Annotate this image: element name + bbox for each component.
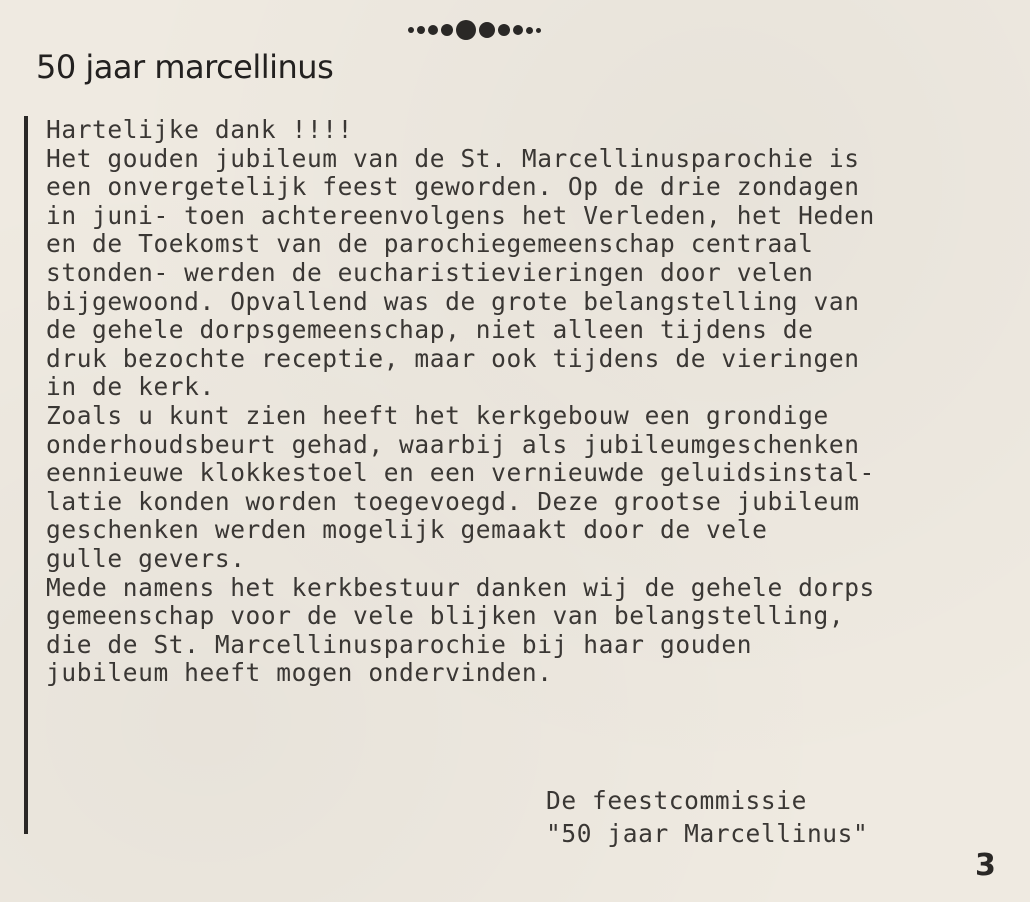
body-line-heading: Hartelijke dank !!!! <box>46 115 354 144</box>
body-line: die de St. Marcellinusparochie bij haar gouden <box>46 629 753 659</box>
body-line: onderhoudsbeurt gehad, waarbij als jubileumgeschenken <box>46 429 860 459</box>
ornament-dot <box>513 25 523 35</box>
body-line: gulle gevers. <box>46 543 246 573</box>
body-line: stonden- werden de eucharistievieringen door velen <box>46 257 814 287</box>
decorative-dot-ornament <box>408 20 541 40</box>
ornament-dot <box>441 24 453 36</box>
body-line: in juni- toen achtereenvolgens het Verleden, het Heden <box>46 200 875 230</box>
ornament-dot <box>536 28 541 33</box>
ornament-dot <box>498 24 510 36</box>
body-line: een onvergetelijk feest geworden. Op de drie zondagen <box>46 172 860 202</box>
signature-block <box>546 784 868 850</box>
ornament-dot <box>479 22 495 38</box>
page-title: 50 jaar marcellinus <box>36 48 334 86</box>
body-line: Zoals u kunt zien heeft het kerkgebouw een grondige <box>46 400 829 430</box>
body-line: druk bezochte receptie, maar ook tijdens de vieringen <box>46 343 860 373</box>
ornament-dot <box>408 27 414 33</box>
page-number: 3 <box>975 848 996 883</box>
signature-line-committee: De feestcommissie <box>546 786 807 815</box>
body-line: bijgewoond. Opvallend was de grote belangstelling van <box>46 286 860 316</box>
ornament-dot <box>526 27 533 34</box>
ornament-dot <box>428 25 438 35</box>
signature-line-name: "50 jaar Marcellinus" <box>546 819 869 848</box>
body-line: in de kerk. <box>46 372 215 402</box>
body-line: jubileum heeft mogen ondervinden. <box>46 658 553 688</box>
body-line: geschenken werden mogelijk gemaakt door de vele <box>46 515 768 545</box>
body-line: Mede namens het kerkbestuur danken wij de gehele dorps <box>46 572 875 602</box>
body-line: latie konden worden toegevoegd. Deze grootse jubileum <box>46 486 860 516</box>
ornament-dot <box>456 20 476 40</box>
body-line: gemeenschap voor de vele blijken van belangstelling, <box>46 601 845 631</box>
body-line: Het gouden jubileum van de St. Marcellinusparochie is <box>46 143 860 173</box>
article-body <box>46 116 1006 688</box>
body-line: de gehele dorpsgemeenschap, niet alleen tijdens de <box>46 315 814 345</box>
vertical-rule <box>24 116 28 834</box>
ornament-dot <box>417 26 425 34</box>
body-line: eennieuwe klokkestoel en een vernieuwde geluidsinstal- <box>46 458 875 488</box>
body-line: en de Toekomst van de parochiegemeenschap centraal <box>46 229 814 259</box>
